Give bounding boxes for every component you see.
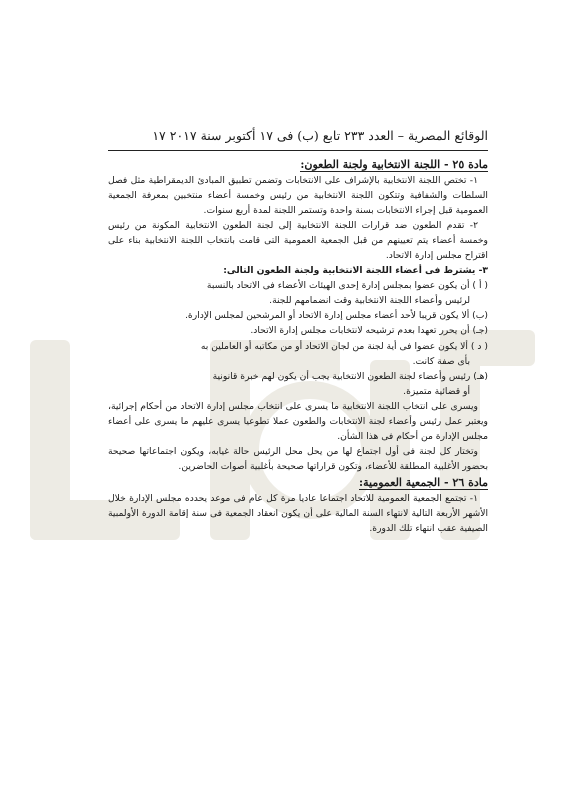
- condition-item-a-cont: لرئيس وأعضاء اللجنة الانتخابية وقت انضمامهم للجنة.: [269, 295, 470, 307]
- article-25-paragraph-1: ١- تختص اللجنة الانتخابية بالإشراف على الانتخابات وتضمن تطبيق المبادئ الديمقراطية مثل فصل السلطات والشفافية وتتكون اللجنة الانتخابية من رئيس وخمسة أعضاء منتخبين بمعرفة الجمعية العمومية قبل إجراء الانتخابات بسنة واحدة وتستمر اللجنة لمدة أربع سنوات.: [108, 175, 488, 217]
- article-25-paragraph-4: وتختار كل لجنة فى أول اجتماع لها من يحل محل الرئيس حالة غيابه، ويكون اجتماعاتها صحيحة بحضور الأغلبية المطلقة للأعضاء، وتكون قراراتها صحيحة بأغلبية أصوات الحاضرين.: [108, 445, 488, 472]
- document-body: [108, 156, 488, 536]
- article-25-title: مادة ٢٥ - اللجنة الانتخابية ولجنة الطعون:: [300, 158, 488, 171]
- condition-item-c: (جـ) أن يحرر تعهدا بعدم ترشيحه لانتخابات مجلس إدارة الاتحاد.: [250, 325, 488, 337]
- article-26-title: مادة ٢٦ - الجمعية العمومية:: [359, 475, 488, 489]
- condition-item-h-cont: أو قضائية متميزة.: [403, 385, 470, 397]
- article-26-paragraph-1: ١- تجتمع الجمعية العمومية للاتحاد اجتماعا عاديا مرة كل عام فى موعد يحدده مجلس الإدارة خلال الأشهر الأربعة التالية لانتهاء السنة المالية على أن يكون انعقاد الجمعية فى سنة إقامة الدورة الأولمبية الصيفية عقب انتهاء تلك الدورة.: [108, 492, 488, 535]
- article-25-conditions-heading: ٣- يشترط فى أعضاء اللجنة الانتخابية ولجنة الطعون التالى:: [223, 265, 488, 277]
- condition-item-d-cont: بأى صفة كانت.: [412, 355, 470, 367]
- condition-item-h: (هـ) رئيس وأعضاء لجنة الطعون الانتخابية يجب أن يكون لهم خبرة قانونية: [212, 370, 488, 382]
- header-rule: [108, 150, 488, 151]
- article-25-paragraph-2: ٢- تقدم الطعون ضد قرارات اللجنة الانتخابية إلى لجنة الطعون الانتخابية المكونة من رئيس وخمسة أعضاء يتم تعيينهم من قبل الجمعية العمومية التى قامت بانتخاب اللجنة الانتخابية بناء على اقتراح مجلس إدارة الاتحاد.: [108, 220, 488, 262]
- condition-item-d: ( د ) ألا يكون عضوا فى أية لجنة من لجان الاتحاد أو من مكاتبه أو العاملين به: [200, 340, 488, 352]
- article-25-paragraph-3: ويسرى على انتخاب اللجنة الانتخابية ما يسرى على انتخاب مجلس إدارة الاتحاد من أحكام إجرائية، ويعتبر عمل رئيس وأعضاء لجنة الانتخابات والطعون عملا تطوعيا يسرى عليهم ما يسرى على أعضاء مجلس الإدارة من أحكام فى هذا الشأن.: [108, 400, 488, 442]
- condition-item-a: ( أ ) أن يكون عضوا بمجلس إدارة إحدى الهيئات الأعضاء فى الاتحاد بالنسبة: [206, 280, 488, 292]
- condition-item-b: (ب) ألا يكون قريبا لأحد أعضاء مجلس إدارة الاتحاد أو المرشحين لمجلس الإدارة.: [185, 310, 488, 322]
- gazette-header: الوقائع المصرية – العدد ٢٣٣ تابع (ب) فى ١٧ أكتوبر سنة ٢٠١٧ ١٧: [152, 128, 488, 143]
